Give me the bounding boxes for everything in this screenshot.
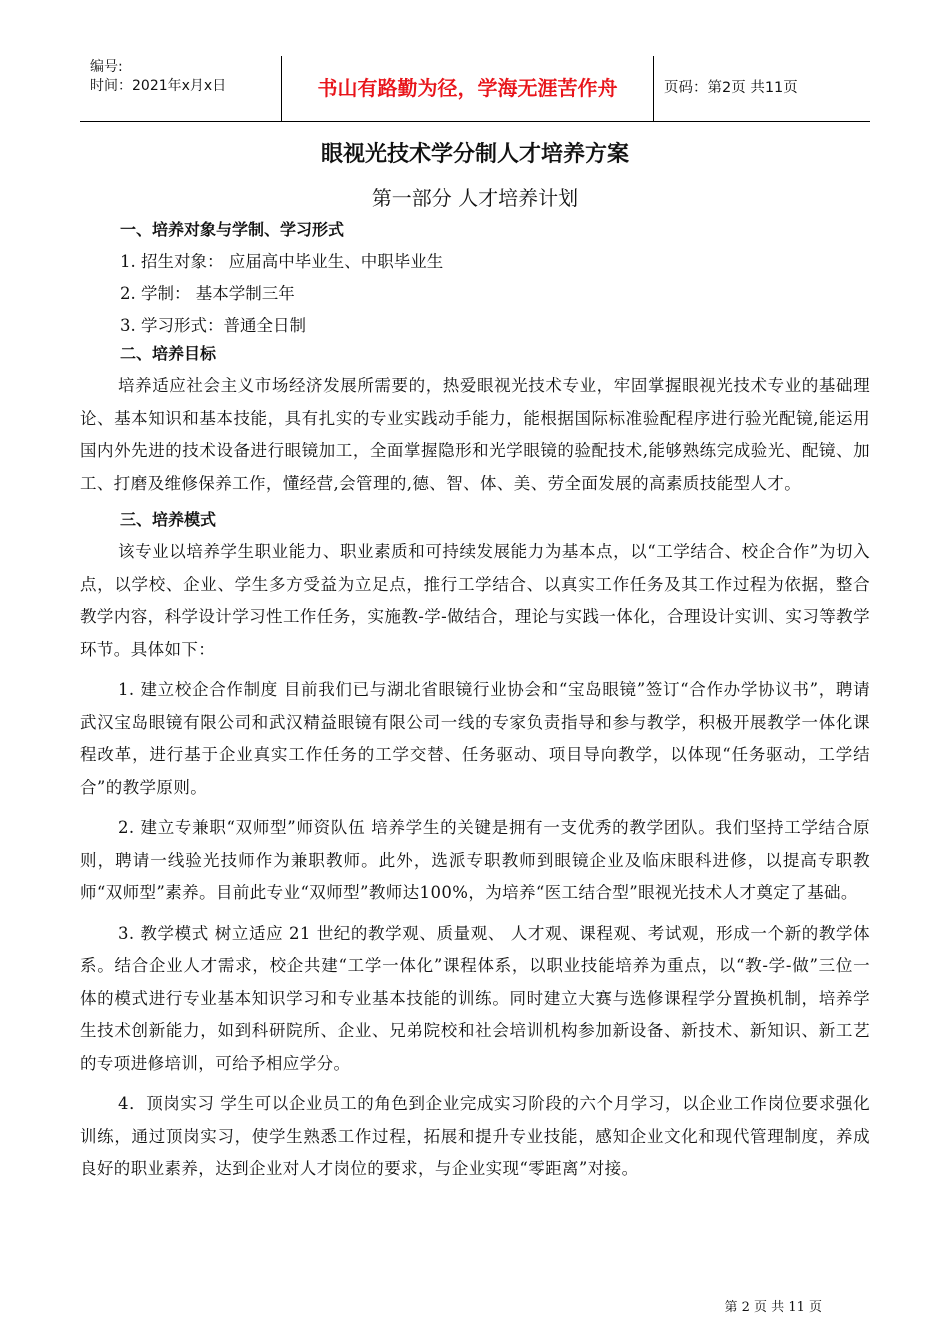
section-2-heading: 二、培养目标 [120, 344, 217, 363]
section-3-heading: 三、培养模式 [120, 510, 217, 529]
section-1-heading: 一、培养对象与学制、学习形式 [120, 220, 345, 239]
section-3-paragraph-4: 4．顶岗实习 学生可以企业员工的角色到企业完成实习阶段的六个月学习，以企业工作岗位要求强化训练，通过顶岗实习，使学生熟悉工作过程，拓展和提升专业技能，感知企业文化和现代管理制度，养成良好的职业素养，达到企业对人才岗位的要求，与企业实现“零距离”对接。 [80, 1094, 870, 1178]
document-title: 眼视光技术学分制人才培养方案 [320, 142, 629, 167]
section-3-intro: 该专业以培养学生职业能力、职业素质和可持续发展能力为基本点，以“工学结合、校企合作”为切入点，以学校、企业、学生多方受益为立足点，推行工学结合、以真实工作任务及其工作过程为依据，整合教学内容，科学设计学习性工作任务，实施教-学-做结合，理论与实践一体化，合理设计实训、实习等教学环节。具体如下： [80, 542, 870, 659]
number-label: 编号: [90, 59, 123, 75]
page-header [80, 56, 870, 122]
header-meta [80, 56, 282, 121]
section-2-paragraph: 培养适应社会主义市场经济发展所需要的，热爱眼视光技术专业，牢固掌握眼视光技术专业的基础理论、基本知识和基本技能，具有扎实的专业实践动手能力，能根据国际标准验配程序进行验光配镜,能运用国内外先进的技术设备进行眼镜加工，全面掌握隐形和光学眼镜的验配技术,能够熟练完成验光、配镜、加工、打磨及维修保养工作，懂经营,会管理的,德、智、体、美、劳全面发展的高素质技能型人才。 [80, 376, 870, 493]
header-page-code: 页码：第2页 共11页 [664, 80, 798, 96]
section-1-item-1: 1. 招生对象： 应届高中毕业生、中职毕业生 [120, 252, 444, 271]
section-1-item-3: 3. 学习形式：普通全日制 [120, 316, 306, 335]
section-3-paragraph-1: 1. 建立校企合作制度 目前我们已与湖北省眼镜行业协会和“宝岛眼镜”签订“合作办学协议书”，聘请武汉宝岛眼镜有限公司和武汉精益眼镜有限公司一线的专家负责指导和参与教学，积极开展教学一体化课程改革，进行基于企业真实工作任务的工学交替、任务驱动、项目导向教学，以体现“任务驱动，工学结合”的教学原则。 [80, 680, 870, 797]
header-motto: 书山有路勤为径，学海无涯苦作舟 [282, 56, 654, 121]
section-3-paragraph-3: 3. 教学模式 树立适应 21 世纪的教学观、质量观、 人才观、课程观、考试观，形成一个新的教学体系。结合企业人才需求，校企共建“工学一体化”课程体系，以职业技能培养为重点，以“教-学-做”三位一体的模式进行专业基本知识学习和专业基本技能的训练。同时建立大赛与选修课程学分置换机制，培养学生技术创新能力，如到科研院所、企业、兄弟院校和社会培训机构参加新设备、新技术、新知识、新工艺的专项进修培训，可给予相应学分。 [80, 923, 870, 1073]
part-title: 第一部分 人才培养计划 [371, 186, 579, 210]
page-footer: 第 2 页 共 11 页 [724, 1300, 822, 1315]
section-1-item-2: 2. 学制： 基本学制三年 [120, 284, 295, 303]
time-label: 时间：2021年x月x日 [90, 78, 227, 94]
section-3-paragraph-2: 2. 建立专兼职“双师型”师资队伍 培养学生的关键是拥有一支优秀的教学团队。我们坚持工学结合原则，聘请一线验光技师作为兼职教师。此外，选派专职教师到眼镜企业及临床眼科进修，以提高专职教师“双师型”素养。目前此专业“双师型”教师达100%，为培养“医工结合型”眼视光技术人才奠定了基础。 [80, 818, 870, 902]
document-body [80, 140, 870, 1186]
